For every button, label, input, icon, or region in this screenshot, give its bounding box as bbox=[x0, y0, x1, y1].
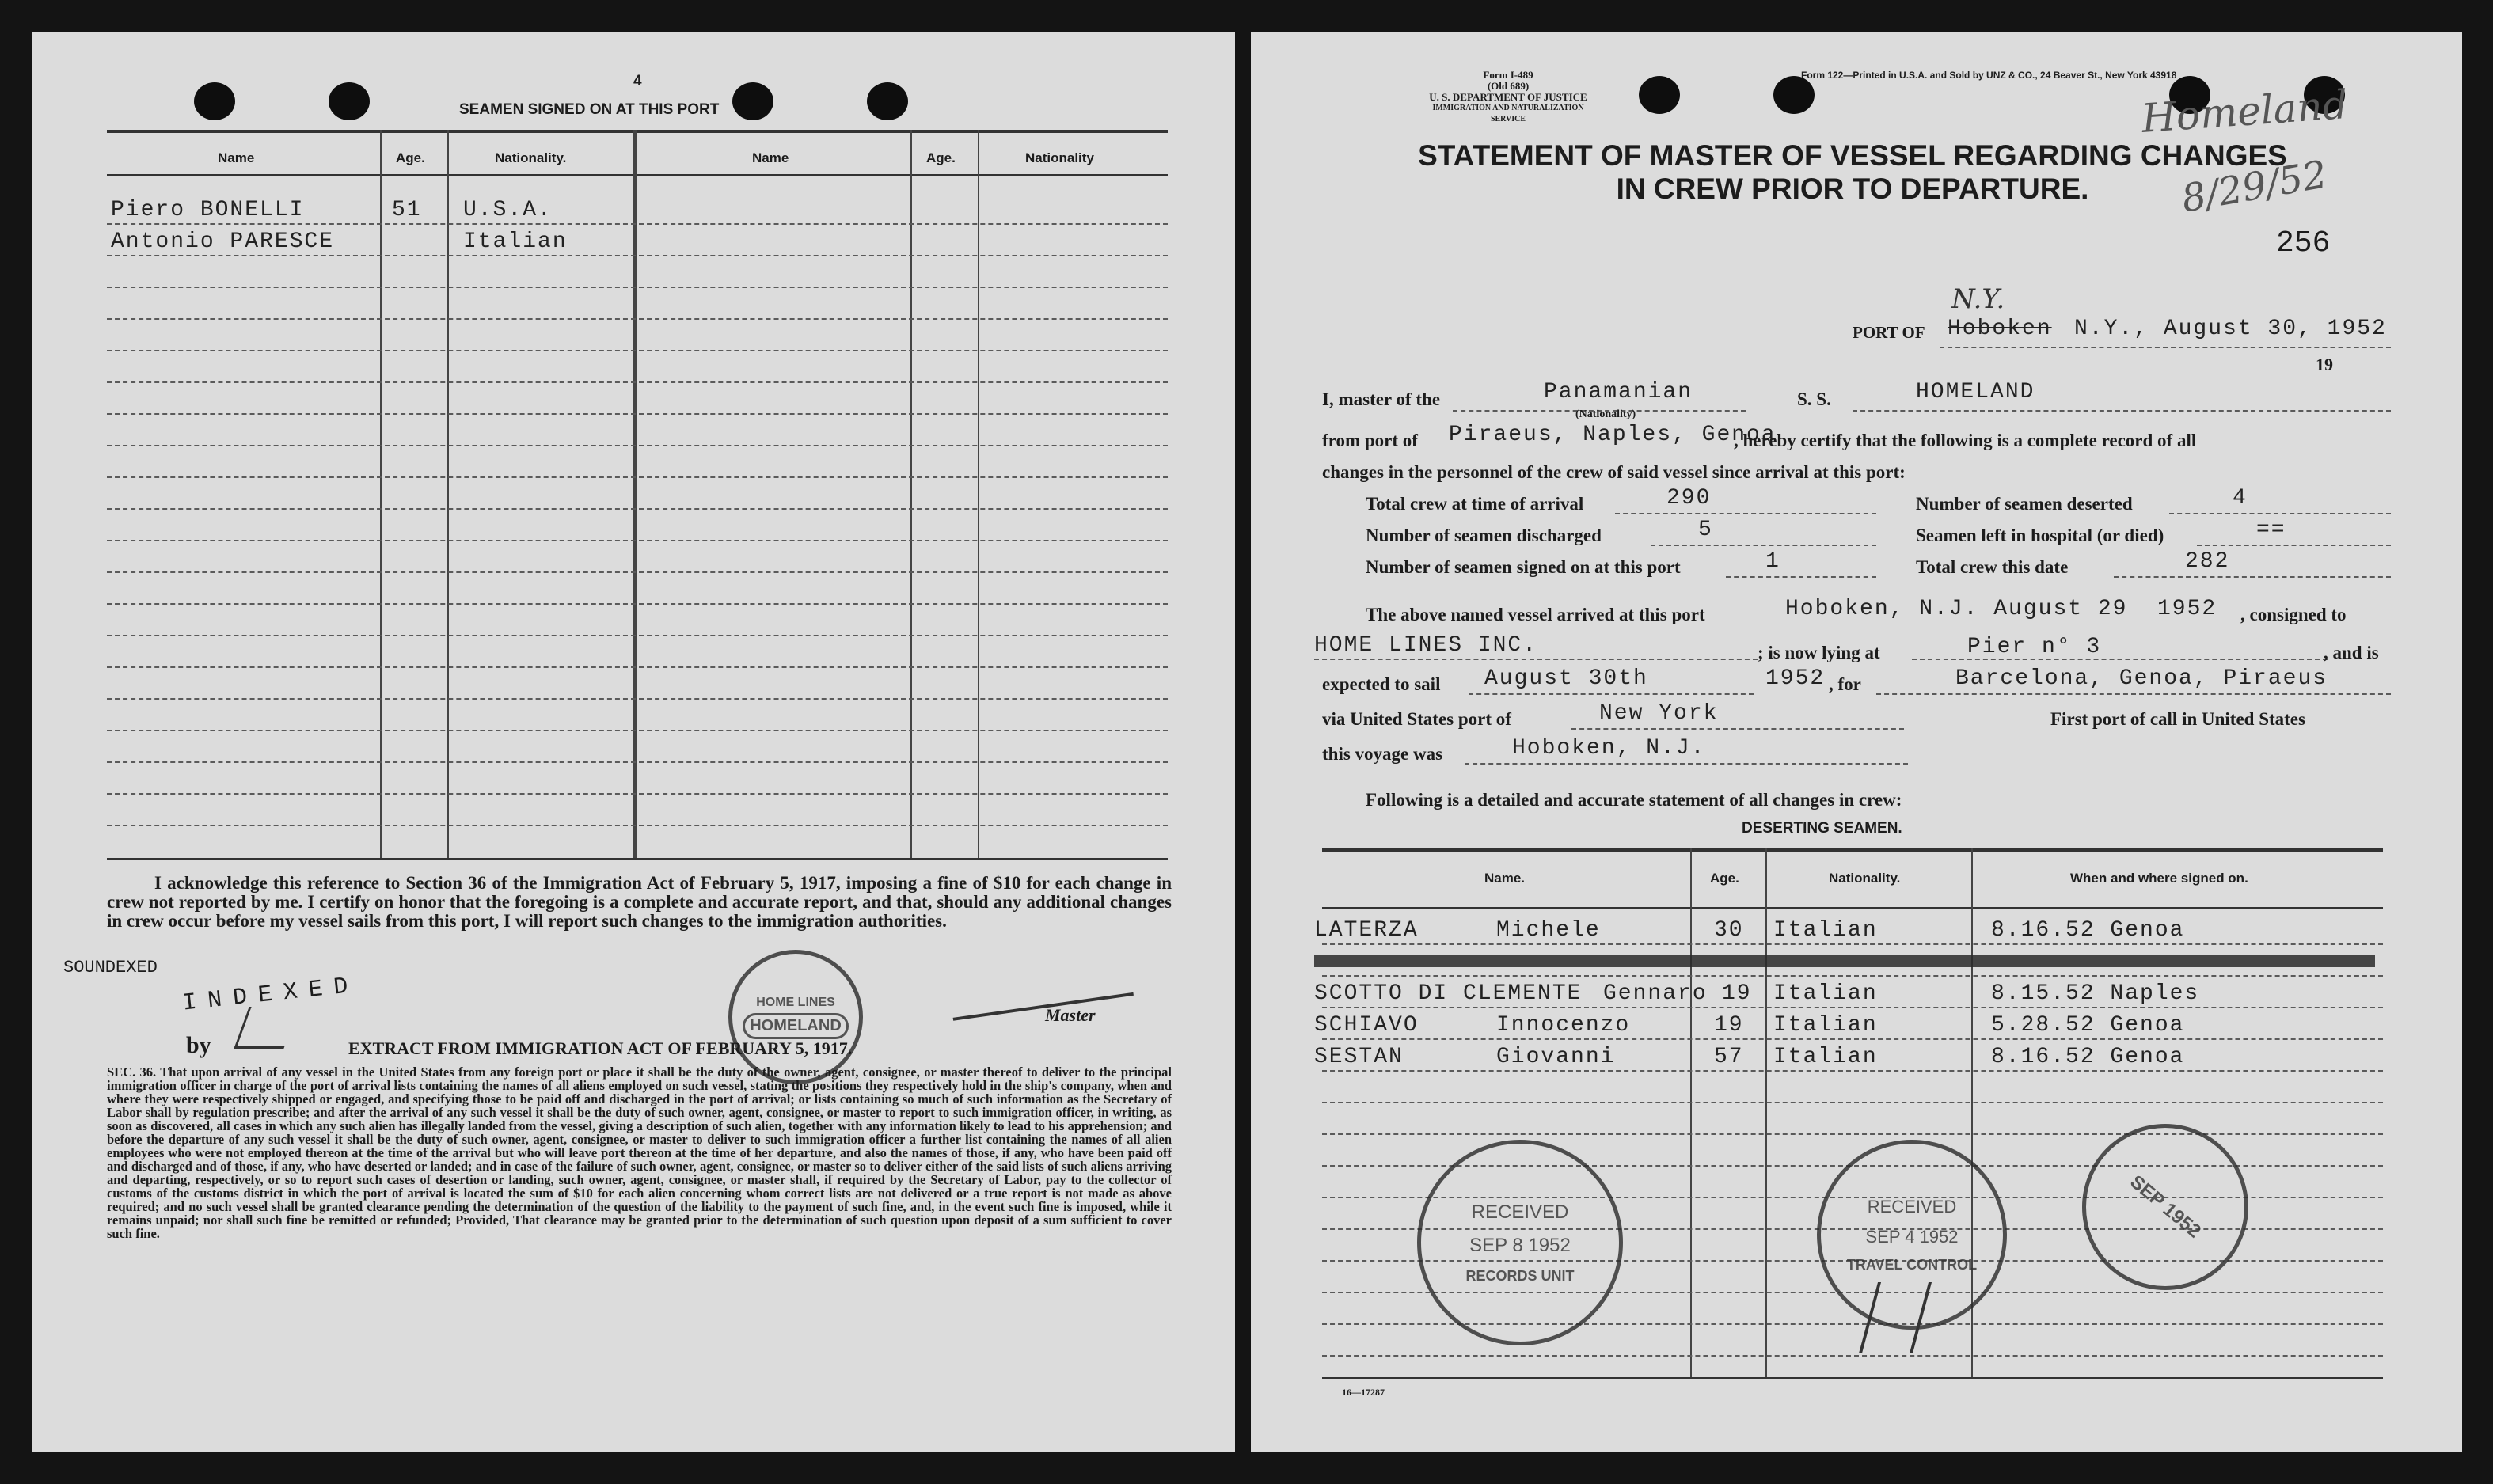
lying-label: ; is now lying at bbox=[1758, 643, 1880, 662]
following-text: Following is a detailed and accurate statement of all changes in crew: bbox=[1366, 790, 1902, 810]
from-port-value: Piraeus, Naples, Genoa bbox=[1449, 423, 1777, 447]
fill-line bbox=[1651, 545, 1876, 546]
deserter-nationality: Italian bbox=[1773, 1013, 1878, 1038]
vessel-name: HOMELAND bbox=[1916, 380, 2035, 404]
punch-hole bbox=[194, 82, 235, 120]
initials-signature bbox=[234, 1007, 298, 1049]
deserter-given: Innocenzo bbox=[1496, 1013, 1631, 1038]
col-divider bbox=[1690, 848, 1692, 1377]
fill-line bbox=[1912, 659, 2328, 660]
deserter-age: 57 bbox=[1714, 1045, 1744, 1069]
by-label: by bbox=[186, 1032, 211, 1058]
deserter-given: Gennaro bbox=[1603, 981, 1708, 1006]
deserter-given: Giovanni bbox=[1496, 1045, 1616, 1069]
deserter-given: Michele bbox=[1496, 918, 1601, 943]
and-is: , and is bbox=[2324, 643, 2379, 662]
arrived-year: 1952 bbox=[2157, 597, 2217, 621]
col-divider bbox=[447, 130, 449, 858]
signed-on-name: Piero BONELLI bbox=[111, 198, 305, 222]
deserters-top-rule bbox=[1322, 848, 2383, 852]
stamp-text: HOME LINES bbox=[756, 995, 835, 1009]
hospital-label: Seamen left in hospital (or died) bbox=[1916, 526, 2164, 545]
column-header: Name. bbox=[1484, 871, 1526, 886]
deserter-nationality: Italian bbox=[1773, 918, 1878, 943]
footer-code: 16—17287 bbox=[1342, 1387, 1385, 1398]
punch-hole bbox=[732, 82, 773, 120]
signed-on-value: 1 bbox=[1765, 549, 1780, 574]
deserter-nationality: Italian bbox=[1773, 981, 1878, 1006]
deserter-signed-on: 5.28.52 Genoa bbox=[1991, 1013, 2185, 1038]
certify-text: , hereby certify that the following is a complete record of all bbox=[1734, 431, 2197, 450]
row-rule bbox=[107, 287, 1168, 288]
row-rule bbox=[107, 825, 1168, 826]
consigned-label: , consigned to bbox=[2240, 605, 2347, 624]
master-signature bbox=[948, 961, 1134, 1021]
fill-line bbox=[1571, 728, 1904, 730]
fill-line bbox=[2197, 545, 2391, 546]
page-number: 4 bbox=[633, 73, 642, 89]
form-old-number: (Old 689) bbox=[1487, 80, 1530, 92]
indexed-stamp: INDEXED bbox=[181, 972, 361, 1018]
port-struck: Hoboken bbox=[1948, 317, 2052, 341]
row-rule bbox=[1322, 1102, 2383, 1103]
port-insert: N.Y. bbox=[1951, 283, 2005, 315]
row-rule bbox=[1322, 1070, 2383, 1072]
port-label: PORT OF bbox=[1853, 323, 1925, 342]
col-divider bbox=[380, 130, 382, 858]
row-rule bbox=[107, 603, 1168, 605]
fill-line bbox=[1615, 513, 1876, 514]
left-page bbox=[32, 32, 1235, 1452]
deserter-surname: SCOTTO DI CLEMENTE bbox=[1314, 981, 1583, 1006]
page-heading: SEAMEN SIGNED ON AT THIS PORT bbox=[459, 101, 720, 118]
fill-line bbox=[2169, 513, 2391, 514]
deserting-heading: DESERTING SEAMEN. bbox=[1742, 820, 1902, 837]
lying-value: Pier n° 3 bbox=[1967, 635, 2102, 659]
fill-line bbox=[2114, 576, 2391, 578]
redacted-row bbox=[1314, 955, 2375, 967]
stamp-text: SEP 4 1952 bbox=[1865, 1226, 1959, 1247]
column-header: Name bbox=[752, 150, 789, 165]
expected-value: August 30th bbox=[1484, 666, 1648, 691]
service: IMMIGRATION AND NATURALIZATION SERVICE bbox=[1432, 104, 1584, 123]
first-port-label: First port of call in United States bbox=[2050, 709, 2305, 729]
row-rule bbox=[1322, 975, 2383, 977]
signed-on-name: Antonio PARESCE bbox=[111, 230, 335, 254]
row-rule bbox=[1322, 1355, 2383, 1357]
discharged-value: 5 bbox=[1698, 518, 1713, 542]
column-header: Nationality bbox=[1025, 150, 1094, 165]
row-rule bbox=[107, 761, 1168, 763]
handwritten-date: 8/29/52 bbox=[2178, 152, 2331, 222]
total-date-value: 282 bbox=[2185, 549, 2230, 574]
row-rule bbox=[107, 381, 1168, 383]
row-rule bbox=[107, 793, 1168, 795]
deserter-signed-on: 8.15.52 Naples bbox=[1991, 981, 2200, 1006]
deserted-label: Number of seamen deserted bbox=[1916, 494, 2133, 514]
row-rule bbox=[107, 698, 1168, 700]
deserted-value: 4 bbox=[2233, 486, 2248, 510]
file-number: 256 bbox=[2276, 226, 2331, 260]
row-rule bbox=[1322, 1007, 2383, 1008]
col-divider bbox=[910, 130, 912, 858]
row-rule bbox=[107, 318, 1168, 320]
section-36-text: SEC. 36. That upon arrival of any vessel in the United States from any foreign port or place it shall be the duty of the owner, agent, consignee, or master thereof to deliver to the principal immigration officer in charge of the port of arrival lists containing the names of all aliens employed on such vessel, stating the positions they respectively hold in the ship's company, when and where they were respectively shipped or engaged, and specifying those to be paid off and discharged in the port of arrival; or lists containing so much of such information as the Secretary of Labor shall by regulation prescribe; and after the arrival of any such vessel it shall be the duty of such owner, agent, consignee, or master to report to such immigration officer, in writing, as soon as discovered, all cases in which any such alien has illegally landed from the vessel, giving a description of such alien, together with any information likely to lead to his apprehension; and before the departure of any such vessel it shall be the duty of such owner, agent, consignee, or master to deliver to such immigration officer a further list containing the names of all alien employees who were not employed thereon at the time of the arrival but who will leave port thereon at the time of her departure, and also the names of those, if any, who have been paid off and discharged and of those, if any, who have deserted or landed; and in case of the failure of such owner, agent, consignee, or master so to deliver either of the said lists of such aliens arriving and departing, respectively, or so to report such cases of desertion or landing, such owner, agent, consignee, or master shall, if required by the Secretary of Labor, pay to the collector of customs of the customs district in which the port of arrival is located the sum of $10 for each alien concerning whom correct lists are not delivered or a true report is not made as above required; and no such vessel shall be granted clearance pending the determination of the question of the liability to the payment of such fine, and, in the event such fine is imposed, while it remains unpaid; nor shall such fine be remitted or refunded; Provided, That clearance may be granted prior to the determination of such question upon deposit of a sum sufficient to cover such fine. bbox=[107, 1065, 1172, 1241]
punch-hole bbox=[329, 82, 370, 120]
signed-on-age: 51 bbox=[392, 198, 422, 222]
title-line: STATEMENT OF MASTER OF VESSEL REGARDING CHANGES bbox=[1418, 139, 2287, 172]
row-rule bbox=[1322, 1038, 2383, 1040]
this-voyage-value: Hoboken, N.J. bbox=[1512, 736, 1706, 761]
column-header: Nationality. bbox=[1829, 871, 1901, 886]
column-header: Age. bbox=[1710, 871, 1739, 886]
deserter-age: 30 bbox=[1714, 918, 1744, 943]
punch-hole bbox=[1639, 76, 1680, 114]
right-page bbox=[1251, 32, 2462, 1452]
soundexed-stamp: SOUNDEXED bbox=[63, 958, 158, 977]
port-date: N.Y., August 30, 1952 bbox=[2074, 317, 2387, 341]
row-rule bbox=[107, 666, 1168, 668]
discharged-label: Number of seamen discharged bbox=[1366, 526, 1602, 545]
master-label: I, master of the bbox=[1322, 389, 1441, 409]
fill-line bbox=[1465, 763, 1908, 765]
column-header: Age. bbox=[396, 150, 425, 165]
col-divider bbox=[978, 130, 979, 858]
changes-text: changes in the personnel of the crew of said vessel since arrival at this port: bbox=[1322, 462, 1906, 482]
deserter-age: 19 bbox=[1714, 1013, 1744, 1038]
nationality-caption: (Nationality) bbox=[1575, 408, 1636, 420]
form-header bbox=[1429, 70, 1587, 125]
fill-line bbox=[1314, 659, 1758, 660]
row-rule bbox=[107, 445, 1168, 446]
via-label: via United States port of bbox=[1322, 709, 1511, 729]
signed-on-nationality: U.S.A. bbox=[463, 198, 553, 222]
stamp-text: RECEIVED bbox=[1867, 1196, 1957, 1216]
col-divider bbox=[1765, 848, 1767, 1377]
nationality-value: Panamanian bbox=[1544, 380, 1693, 404]
deserters-bottom-rule bbox=[1322, 1377, 2383, 1379]
total-arrival-label: Total crew at time of arrival bbox=[1366, 494, 1584, 514]
for-value: Barcelona, Genoa, Piraeus bbox=[1955, 666, 2328, 691]
table-top-rule bbox=[107, 130, 1168, 133]
deserter-surname: SESTAN bbox=[1314, 1045, 1404, 1069]
signed-on-label: Number of seamen signed on at this port bbox=[1366, 557, 1681, 577]
ss-label: S. S. bbox=[1797, 389, 1831, 409]
this-voyage-label: this voyage was bbox=[1322, 744, 1443, 764]
expected-label: expected to sail bbox=[1322, 674, 1441, 694]
handwritten-ship-name: Homeland bbox=[2140, 81, 2350, 142]
row-rule bbox=[107, 223, 1168, 225]
punch-hole bbox=[867, 82, 908, 120]
row-rule bbox=[107, 476, 1168, 478]
fill-line bbox=[1726, 576, 1876, 578]
fill-line bbox=[1469, 693, 1754, 695]
row-rule bbox=[107, 540, 1168, 541]
column-header: Name bbox=[218, 150, 255, 165]
printer-line: Form 122—Printed in U.S.A. and Sold by UNZ & CO., 24 Beaver St., New York 43918 bbox=[1801, 70, 2177, 81]
deserter-age: 19 bbox=[1722, 981, 1752, 1006]
row-rule bbox=[107, 350, 1168, 351]
hospital-value: == bbox=[2256, 518, 2286, 542]
stamp-text: SEP 8 1952 bbox=[1469, 1234, 1571, 1256]
col-divider bbox=[633, 130, 637, 858]
extract-title: EXTRACT FROM IMMIGRATION ACT OF FEBRUARY 5, 1917. bbox=[348, 1038, 853, 1058]
row-rule bbox=[107, 635, 1168, 636]
deserter-surname: LATERZA bbox=[1314, 918, 1419, 943]
for-label: , for bbox=[1829, 674, 1861, 694]
consignee: HOME LINES INC. bbox=[1314, 633, 1538, 658]
total-date-label: Total crew this date bbox=[1916, 557, 2069, 577]
stamp-text: RECORDS UNIT bbox=[1465, 1267, 1575, 1284]
row-rule bbox=[107, 508, 1168, 510]
form-number: Form I-489 bbox=[1483, 69, 1533, 81]
row-rule bbox=[1322, 943, 2383, 945]
deserter-nationality: Italian bbox=[1773, 1045, 1878, 1069]
deserter-signed-on: 8.16.52 Genoa bbox=[1991, 918, 2185, 943]
arrived-label: The above named vessel arrived at this port bbox=[1366, 605, 1705, 624]
arrived-value: Hoboken, N.J. August 29 bbox=[1785, 597, 2128, 621]
row-rule bbox=[107, 413, 1168, 415]
stamp-text: HOMELAND bbox=[743, 1013, 849, 1039]
received-records-stamp bbox=[1417, 1140, 1623, 1345]
column-header: Nationality. bbox=[495, 150, 567, 165]
fill-line bbox=[1876, 693, 2391, 695]
column-header: Age. bbox=[926, 150, 956, 165]
stamp-text: TRAVEL CONTROL bbox=[1846, 1256, 1978, 1273]
row-rule bbox=[107, 730, 1168, 731]
department: U. S. DEPARTMENT OF JUSTICE bbox=[1429, 91, 1587, 103]
punch-hole bbox=[1773, 76, 1815, 114]
deserters-header-rule bbox=[1322, 907, 2383, 909]
table-bottom-rule bbox=[107, 858, 1168, 860]
row-rule bbox=[1322, 1133, 2383, 1135]
signed-on-nationality: Italian bbox=[463, 230, 568, 254]
table-header-rule bbox=[107, 174, 1168, 176]
title-line: IN CREW PRIOR TO DEPARTURE. bbox=[1616, 173, 2089, 205]
year-suffix: 19 bbox=[2316, 355, 2333, 374]
column-header: When and where signed on. bbox=[2070, 871, 2248, 886]
fill-line bbox=[1853, 410, 2391, 412]
deserter-signed-on: 8.16.52 Genoa bbox=[1991, 1045, 2185, 1069]
stamp-text: RECEIVED bbox=[1471, 1201, 1569, 1223]
form-title bbox=[1322, 139, 2383, 206]
fill-line bbox=[1940, 347, 2391, 348]
row-rule bbox=[107, 255, 1168, 256]
stamp-text: SEP 1952 bbox=[2126, 1171, 2206, 1243]
dated-circular-stamp bbox=[2082, 1124, 2248, 1290]
sail-year: 1952 bbox=[1765, 666, 1826, 691]
from-port-label: from port of bbox=[1322, 431, 1418, 450]
total-arrival-value: 290 bbox=[1666, 486, 1712, 510]
row-rule bbox=[107, 571, 1168, 573]
master-label: Master bbox=[1045, 1005, 1096, 1025]
acknowledgement-text: I acknowledge this reference to Section 36 of the Immigration Act of February 5, 1917, imposing a fine of $10 for each change in crew not reported by me. I certify on honor that the foregoing is a complete and accurate report, and that, should any additional changes in crew occur before my vessel sails from this port, I will report such changes to the immigration authorities. bbox=[107, 873, 1172, 931]
via-value: New York bbox=[1599, 701, 1719, 726]
deserter-surname: SCHIAVO bbox=[1314, 1013, 1419, 1038]
